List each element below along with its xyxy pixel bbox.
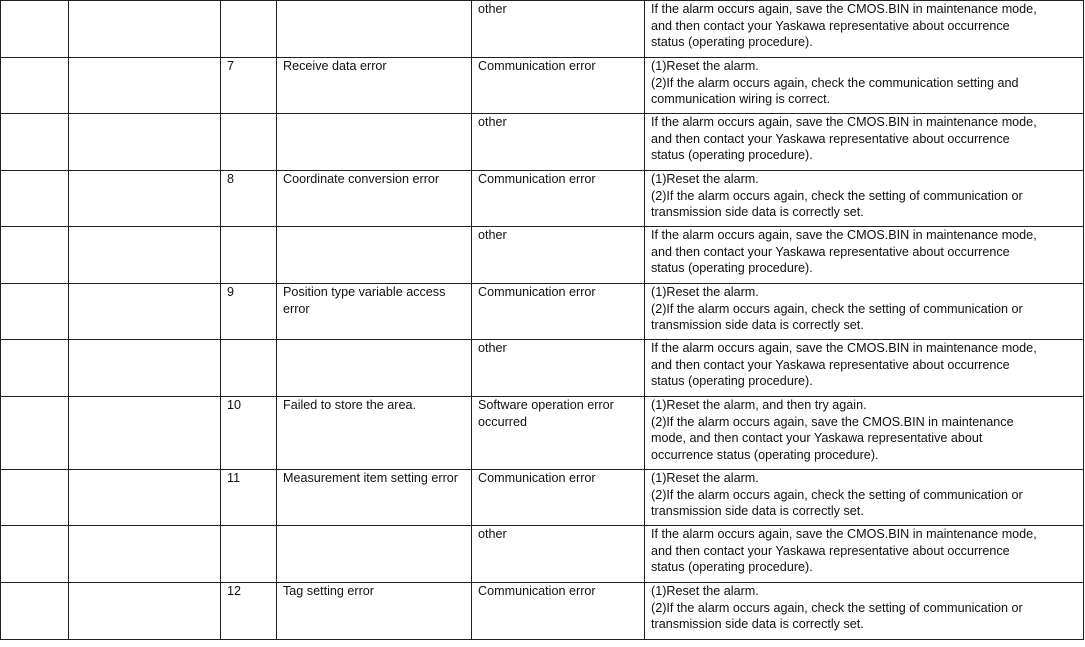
remedy-cell bbox=[645, 171, 1084, 227]
remedy-line: status (operating procedure). bbox=[651, 560, 813, 574]
sub-code-cell: 9 bbox=[221, 284, 277, 340]
alarm-name-cell bbox=[69, 227, 221, 284]
remedy-line: and then contact your Yaskawa representative about occurrence bbox=[651, 131, 1010, 146]
alarm-code-cell bbox=[1, 171, 69, 227]
remedy-line: If the alarm occurs again, save the CMOS.BIN in maintenance mode, bbox=[651, 527, 1037, 541]
error-type-cell: Communication error bbox=[472, 470, 645, 526]
sub-code-cell: 8 bbox=[221, 171, 277, 227]
alarm-name-cell bbox=[69, 1, 221, 58]
remedy-cell bbox=[645, 227, 1084, 284]
remedy-line: transmission side data is correctly set. bbox=[651, 617, 864, 631]
sub-code-cell: 11 bbox=[221, 470, 277, 526]
alarm-code-cell bbox=[1, 227, 69, 284]
error-type-cell: Communication error bbox=[472, 284, 645, 340]
remedy-line: (2)If the alarm occurs again, check the setting of communication or bbox=[651, 301, 1023, 316]
table-row bbox=[1, 526, 1084, 583]
error-type-cell: Communication error bbox=[472, 171, 645, 227]
remedy-line: transmission side data is correctly set. bbox=[651, 504, 864, 518]
remedy-line: If the alarm occurs again, save the CMOS.BIN in maintenance mode, bbox=[651, 115, 1037, 129]
remedy-cell bbox=[645, 470, 1084, 526]
remedy-line: and then contact your Yaskawa representative about occurrence bbox=[651, 357, 1010, 372]
error-type-cell: Communication error bbox=[472, 583, 645, 640]
alarm-code-cell bbox=[1, 1, 69, 58]
cause-cell bbox=[277, 227, 472, 284]
remedy-line: (1)Reset the alarm. bbox=[651, 172, 759, 186]
table-row bbox=[1, 227, 1084, 284]
remedy-line: mode, and then contact your Yaskawa representative about bbox=[651, 431, 983, 445]
remedy-cell bbox=[645, 58, 1084, 114]
sub-code-cell: 10 bbox=[221, 397, 277, 470]
table-row bbox=[1, 397, 1084, 470]
remedy-line: (1)Reset the alarm, and then try again. bbox=[651, 398, 867, 412]
cause-cell bbox=[277, 340, 472, 397]
alarm-name-cell bbox=[69, 340, 221, 397]
alarm-name-cell bbox=[69, 171, 221, 227]
remedy-line: communication wiring is correct. bbox=[651, 92, 831, 106]
remedy-line: (2)If the alarm occurs again, check the setting of communication or bbox=[651, 600, 1023, 615]
table-row bbox=[1, 114, 1084, 171]
alarm-name-cell bbox=[69, 397, 221, 470]
table-row bbox=[1, 470, 1084, 526]
table-row bbox=[1, 1, 1084, 58]
table-row bbox=[1, 583, 1084, 640]
alarm-code-cell bbox=[1, 58, 69, 114]
remedy-line: status (operating procedure). bbox=[651, 35, 813, 49]
error-type-cell: Communication error bbox=[472, 58, 645, 114]
cause-cell bbox=[277, 526, 472, 583]
cause-cell: Failed to store the area. bbox=[277, 397, 472, 470]
alarm-code-cell bbox=[1, 470, 69, 526]
remedy-line: (2)If the alarm occurs again, save the CMOS.BIN in maintenance bbox=[651, 414, 1014, 429]
alarm-code-cell bbox=[1, 284, 69, 340]
error-type-cell: other bbox=[472, 340, 645, 397]
error-type-cell: other bbox=[472, 526, 645, 583]
remedy-cell bbox=[645, 583, 1084, 640]
remedy-line: occurrence status (operating procedure). bbox=[651, 447, 879, 462]
alarm-code-cell bbox=[1, 526, 69, 583]
alarm-code-cell bbox=[1, 340, 69, 397]
alarm-name-cell bbox=[69, 58, 221, 114]
sub-code-cell bbox=[221, 227, 277, 284]
remedy-line: If the alarm occurs again, save the CMOS.BIN in maintenance mode, bbox=[651, 341, 1037, 355]
remedy-line: transmission side data is correctly set. bbox=[651, 205, 864, 219]
sub-code-cell: 12 bbox=[221, 583, 277, 640]
sub-code-cell bbox=[221, 340, 277, 397]
sub-code-cell: 7 bbox=[221, 58, 277, 114]
error-type-cell: other bbox=[472, 227, 645, 284]
remedy-line: (1)Reset the alarm. bbox=[651, 584, 759, 598]
remedy-line: (1)Reset the alarm. bbox=[651, 471, 759, 485]
cause-cell: Coordinate conversion error bbox=[277, 171, 472, 227]
remedy-line: and then contact your Yaskawa representative about occurrence bbox=[651, 244, 1010, 259]
alarm-name-cell bbox=[69, 470, 221, 526]
table-row bbox=[1, 340, 1084, 397]
remedy-line: status (operating procedure). bbox=[651, 148, 813, 162]
sub-code-cell bbox=[221, 114, 277, 171]
sub-code-cell bbox=[221, 1, 277, 58]
remedy-line: status (operating procedure). bbox=[651, 261, 813, 275]
error-type-cell: other bbox=[472, 1, 645, 58]
cause-cell: Measurement item setting error bbox=[277, 470, 472, 526]
cause-cell: Receive data error bbox=[277, 58, 472, 114]
remedy-cell bbox=[645, 114, 1084, 171]
error-type-cell: Software operation error occurred bbox=[472, 397, 645, 470]
remedy-cell bbox=[645, 526, 1084, 583]
remedy-line: If the alarm occurs again, save the CMOS.BIN in maintenance mode, bbox=[651, 2, 1037, 16]
alarm-name-cell bbox=[69, 284, 221, 340]
alarm-name-cell bbox=[69, 114, 221, 171]
table-row bbox=[1, 58, 1084, 114]
remedy-line: (2)If the alarm occurs again, check the setting of communication or bbox=[651, 188, 1023, 203]
remedy-line: and then contact your Yaskawa representative about occurrence bbox=[651, 18, 1010, 33]
remedy-line: If the alarm occurs again, save the CMOS.BIN in maintenance mode, bbox=[651, 228, 1037, 242]
cause-cell: Position type variable access error bbox=[277, 284, 472, 340]
remedy-cell bbox=[645, 1, 1084, 58]
remedy-line: (2)If the alarm occurs again, check the setting of communication or bbox=[651, 487, 1023, 502]
cause-cell bbox=[277, 114, 472, 171]
remedy-line: and then contact your Yaskawa representative about occurrence bbox=[651, 543, 1010, 558]
remedy-line: (1)Reset the alarm. bbox=[651, 285, 759, 299]
error-type-cell: other bbox=[472, 114, 645, 171]
alarm-code-cell bbox=[1, 583, 69, 640]
remedy-line: status (operating procedure). bbox=[651, 374, 813, 388]
cause-cell bbox=[277, 1, 472, 58]
alarm-code-cell bbox=[1, 397, 69, 470]
remedy-line: transmission side data is correctly set. bbox=[651, 318, 864, 332]
table-row bbox=[1, 171, 1084, 227]
sub-code-cell bbox=[221, 526, 277, 583]
remedy-line: (2)If the alarm occurs again, check the communication setting and bbox=[651, 75, 1019, 90]
remedy-cell bbox=[645, 397, 1084, 470]
alarm-name-cell bbox=[69, 526, 221, 583]
alarm-table-body bbox=[1, 1, 1084, 640]
table-row bbox=[1, 284, 1084, 340]
remedy-cell bbox=[645, 340, 1084, 397]
remedy-cell bbox=[645, 284, 1084, 340]
cause-cell: Tag setting error bbox=[277, 583, 472, 640]
remedy-line: (1)Reset the alarm. bbox=[651, 59, 759, 73]
alarm-code-cell bbox=[1, 114, 69, 171]
alarm-name-cell bbox=[69, 583, 221, 640]
